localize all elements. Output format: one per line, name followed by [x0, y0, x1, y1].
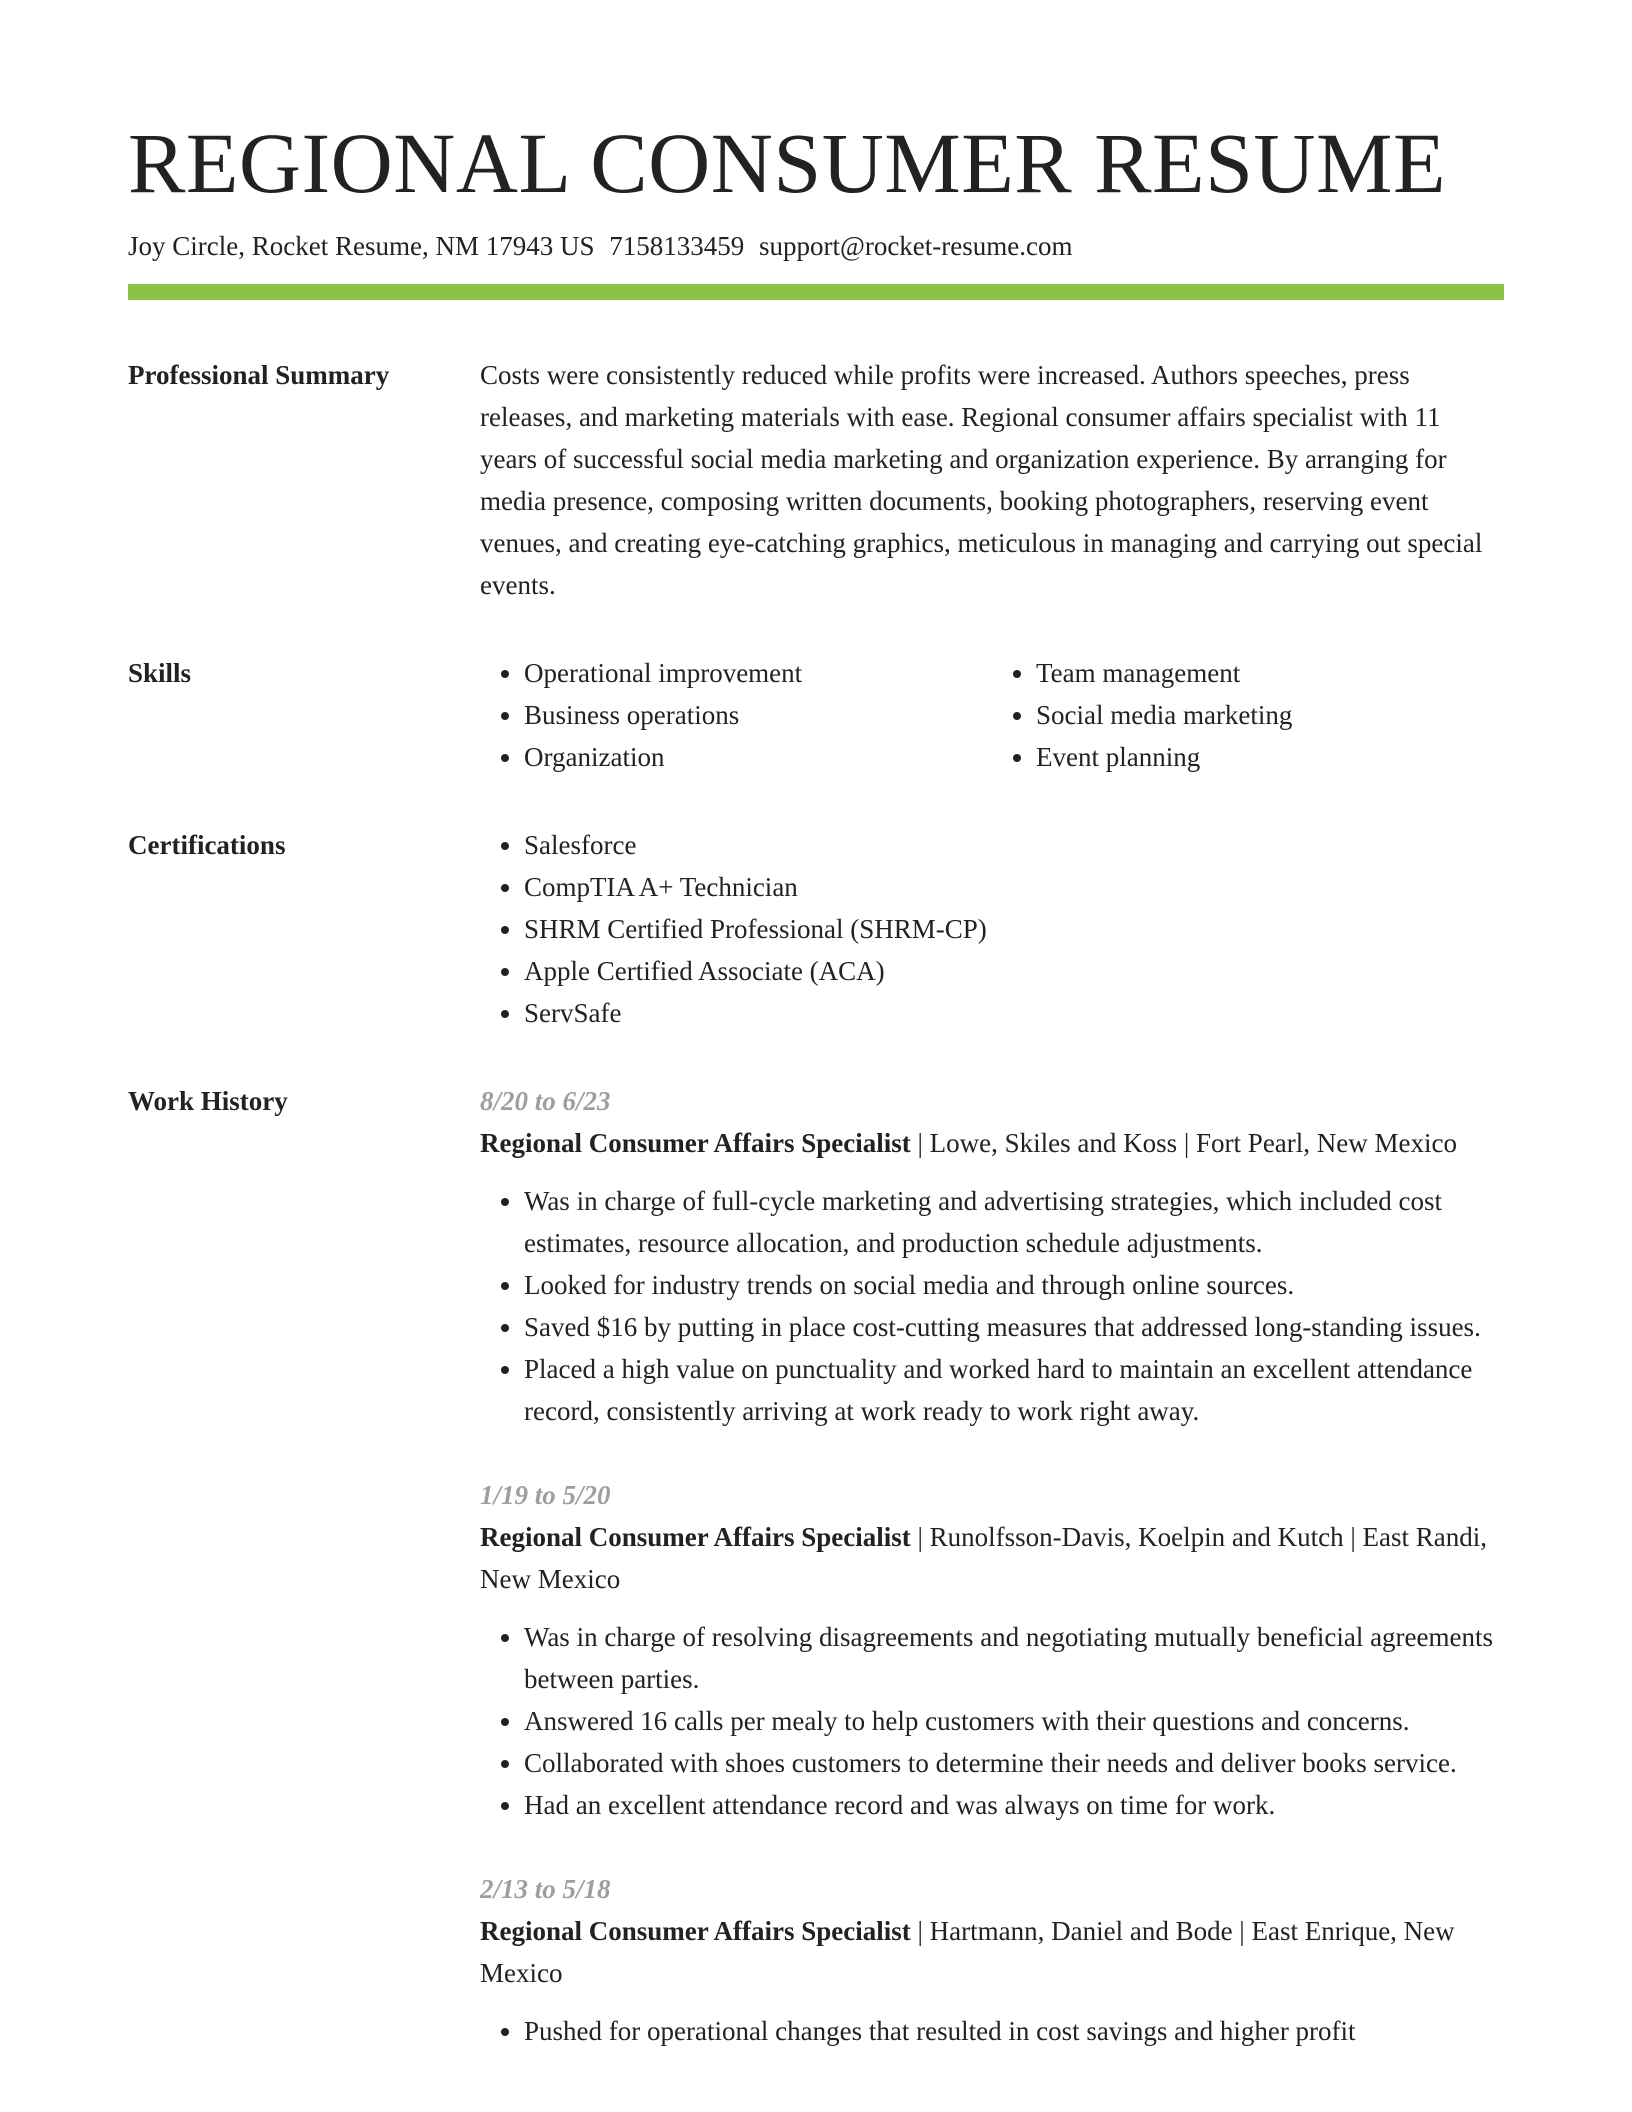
- contact-email: support@rocket-resume.com: [758, 231, 1073, 261]
- summary-section: [128, 354, 1504, 606]
- summary-label: Professional Summary: [128, 360, 390, 391]
- skill-item: • Organization: [524, 736, 992, 778]
- job-title: Regional Consumer Affairs Specialist: [480, 1916, 911, 1947]
- job-bullets: [480, 1180, 1504, 1432]
- work-history-label: Work History: [128, 1086, 288, 1117]
- certification-item: • ServSafe: [524, 992, 1504, 1034]
- job-details: | Runolfsson-Davis, Koelpin and Kutch | East Randi, New Mexico: [480, 1522, 1487, 1595]
- job-bullet: • Saved $16 by putting in place cost-cutting measures that addressed long-standing issues.: [524, 1306, 1504, 1348]
- contact-address: Joy Circle, Rocket Resume, NM 17943 US: [128, 231, 595, 261]
- certification-item: • SHRM Certified Professional (SHRM-CP): [524, 908, 1504, 950]
- job-entry: [480, 1080, 1504, 1432]
- contact-phone: 7158133459: [609, 231, 745, 261]
- job-header: [480, 1516, 1504, 1600]
- job-entry: [480, 1868, 1504, 2052]
- skill-item: • Operational improvement: [524, 652, 992, 694]
- contact-line: [128, 230, 1504, 262]
- job-title: Regional Consumer Affairs Specialist: [480, 1522, 911, 1553]
- certification-item: • Apple Certified Associate (ACA): [524, 950, 1504, 992]
- skills-column-2: [992, 652, 1504, 778]
- job-bullet: • Looked for industry trends on social media and through online sources.: [524, 1264, 1504, 1306]
- job-bullet: • Was in charge of resolving disagreements and negotiating mutually beneficial agreements between parties.: [524, 1616, 1504, 1700]
- job-bullet: • Collaborated with shoes customers to determine their needs and deliver books service.: [524, 1742, 1504, 1784]
- job-bullet: • Pushed for operational changes that resulted in cost savings and higher profit: [524, 2010, 1504, 2052]
- job-header: [480, 1122, 1504, 1164]
- job-title: Regional Consumer Affairs Specialist: [480, 1128, 911, 1159]
- job-details: | Lowe, Skiles and Koss | Fort Pearl, New Mexico: [910, 1128, 1457, 1159]
- job-dates: 1/19 to 5/20: [480, 1480, 611, 1511]
- job-bullets: [480, 2010, 1504, 2052]
- job-bullet: • Had an excellent attendance record and was always on time for work.: [524, 1784, 1504, 1826]
- job-bullets: [480, 1616, 1504, 1826]
- job-bullet: • Placed a high value on punctuality and worked hard to maintain an excellent attendance record, consistently arriving at work ready to work right away.: [524, 1348, 1504, 1432]
- certification-item: • CompTIA A+ Technician: [524, 866, 1504, 908]
- skills-column-1: [480, 652, 992, 778]
- skill-item: • Social media marketing: [1036, 694, 1504, 736]
- job-details: | Hartmann, Daniel and Bode | East Enrique, New Mexico: [480, 1916, 1455, 1989]
- skills-list: [480, 652, 1504, 778]
- certifications-label: Certifications: [128, 830, 286, 861]
- job-dates: 2/13 to 5/18: [480, 1874, 611, 1905]
- resume-title: REGIONAL CONSUMER RESUME: [128, 115, 1446, 211]
- skills-label: Skills: [128, 658, 192, 689]
- certifications-list: [480, 824, 1504, 1034]
- skills-section: [128, 652, 1504, 778]
- skill-item: • Event planning: [1036, 736, 1504, 778]
- skill-item: • Team management: [1036, 652, 1504, 694]
- summary-text: Costs were consistently reduced while profits were increased. Authors speeches, press releases, and marketing materials with ease. Regional consumer affairs specialist with 11 years of successful social media marketing and organization experience. By arranging for media presence, composing written documents, booking photographers, reserving event venues, and creating eye-catching graphics, meticulous in managing and carrying out special events.: [480, 360, 1483, 601]
- job-bullet: • Was in charge of full-cycle marketing and advertising strategies, which included cost estimates, resource allocation, and production schedule adjustments.: [524, 1180, 1504, 1264]
- skill-item: • Business operations: [524, 694, 992, 736]
- header-divider: [128, 284, 1504, 300]
- certifications-section: [128, 824, 1504, 1034]
- job-entry: [480, 1474, 1504, 1826]
- job-dates: 8/20 to 6/23: [480, 1086, 611, 1117]
- work-history-section: [128, 1080, 1504, 2094]
- job-header: [480, 1910, 1504, 1994]
- job-bullet: • Answered 16 calls per mealy to help customers with their questions and concerns.: [524, 1700, 1504, 1742]
- certification-item: • Salesforce: [524, 824, 1504, 866]
